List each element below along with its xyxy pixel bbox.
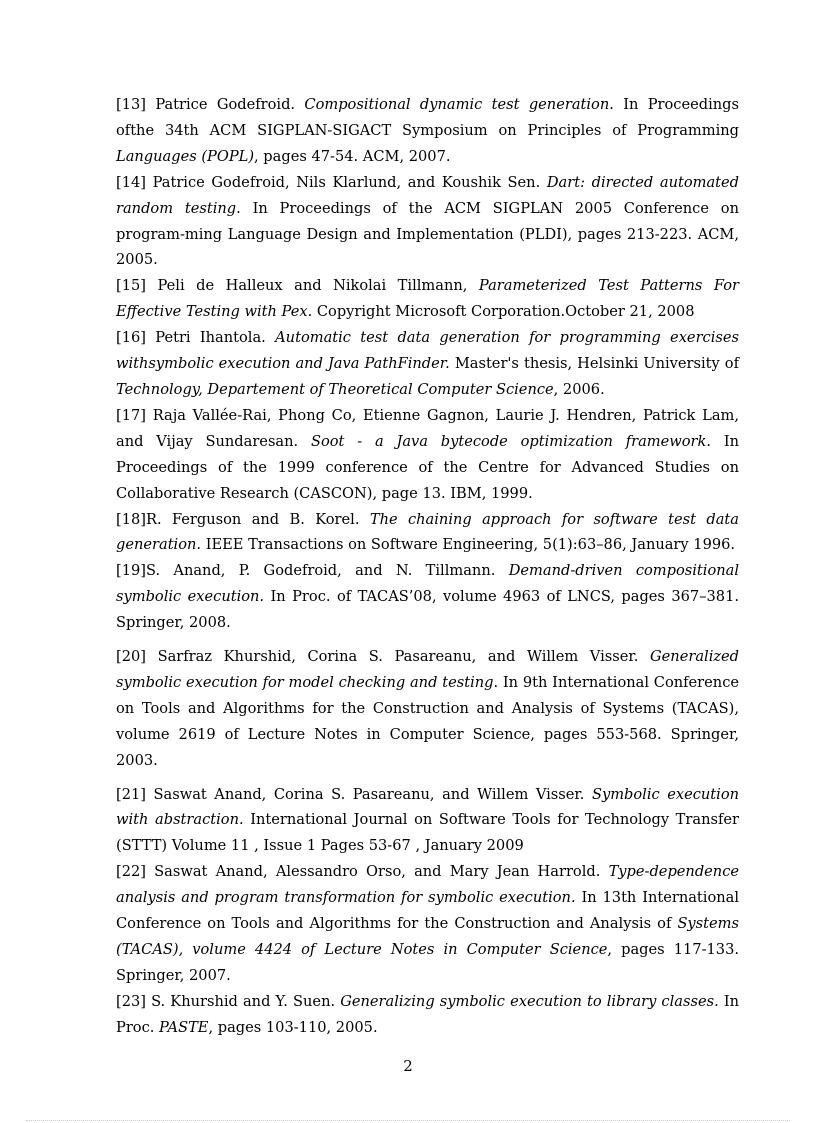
reference-title: Generalized symbolic execution for model checking and testing (116, 648, 740, 691)
reference-title: Symbolic execution with abstraction. (116, 785, 740, 829)
reference-title: Dart: directed automated random testing (116, 173, 740, 217)
reference-17: [17] Raja Vallée-Rai, Phong Co, Etienne Gagnon, Laurie J. Hendren, Patrick Lam, and Vijay Sundaresan. Soot - a Java bytecode optimization framework. In Proceedings of the 1999 conference of the Centre for Advanced Studies on Collaborative Research (CASCON), page 13. IBM, 1999. (116, 406, 739, 502)
reference-23: [23] S. Khurshid and Y. Suen. Generalizing symbolic execution to library classes. In Proc. PASTE, pages 103-110, 2005. (116, 992, 739, 1036)
reference-venue: Systems (TACAS), volume 4424 of Lecture Notes in Computer Science (116, 915, 739, 958)
reference-venue: PASTE (159, 1018, 209, 1036)
reference-title: Compositional dynamic test generation. (304, 96, 614, 113)
reference-19: [19]S. Anand, P. Godefroid, and N. Tillmann. Demand-driven compositional symbolic execution. In Proc. of TACAS’08, volume 4963 of LNCS, pages 367–381. Springer, 2008. (116, 562, 740, 632)
reference-13: [13] Patrice Godefroid. Compositional dynamic test generation. In Proceedings ofthe 34th ACM SIGPLAN-SIGACT Symposium on Principles of Programming Languages (POPL), pages 47-54. ACM, 2007. (116, 96, 739, 165)
reference-title: The chaining approach for software test data generation. (116, 510, 739, 554)
reference-20: [20] Sarfraz Khurshid, Corina S. Pasareanu, and Willem Visser. Generalized symbolic execution for model checking and testing. In 9th International Conference on Tools and Algorithms for the Construction and Analysis of Systems (TACAS), volume 2619 of Lecture Notes in Computer Science, pages 553-568. Springer, 2003. (116, 648, 740, 769)
reference-16: [16] Petri Ihantola. Automatic test data generation for programming exercises withsymbolic execution and Java PathFinder. Master's thesis, Helsinki University of Technology, Departement of Theoretical Computer Science, 2006. (116, 329, 739, 398)
reference-22: [22] Saswat Anand, Alessandro Orso, and Mary Jean Harrold. Type-dependence analysis and program transformation for symbolic execution. In 13th International Conference on Tools and Algorithms for the Construction and Analysis of Systems (TACAS), volume 4424 of Lecture Notes in Computer Science, pages 117-133. Springer, 2007. (116, 863, 740, 984)
page-number: 2 (403, 1057, 413, 1075)
reference-14: [14] Patrice Godefroid, Nils Klarlund, and Koushik Sen. Dart: directed automated random testing. In Proceedings of the ACM SIGPLAN 2005 Conference on program-ming Language Design and Implementation (PLDI), pages 213-223. ACM, 2005. (116, 173, 740, 269)
reference-18: [18]R. Ferguson and B. Korel. The chaining approach for software test data generation. IEEE Transactions on Software Engineering, 5(1):63–86, January 1996. (116, 510, 739, 554)
reference-title: Type-dependence analysis and program transformation for symbolic execution. (116, 863, 740, 907)
reference-venue: Technology, Departement of Theoretical Computer Science (116, 380, 554, 398)
reference-title: Soot - a Java bytecode optimization framework. (310, 432, 712, 450)
reference-venue: Languages (POPL) (116, 147, 255, 165)
reference-21: [21] Saswat Anand, Corina S. Pasareanu, and Willem Visser. Symbolic execution with abstraction. International Journal on Software Tools for Technology Transfer (STTT) Volume 11 , Issue 1 Pages 53-67 , January 2009 (116, 785, 740, 855)
reference-list (116, 92, 739, 1041)
reference-15: [15] Peli de Halleux and Nikolai Tillmann, Parameterized Test Patterns For Effective Testing with Pex. Copyright Microsoft Corporation.October 21, 2008 (116, 277, 740, 321)
reference-title: Automatic test data generation for programming exercises withsymbolic execution and Java PathFinder. (116, 329, 739, 373)
reference-title: Parameterized Test Patterns For Effective Testing with Pex. (116, 277, 740, 321)
reference-title: Generalizing symbolic execution to library classes. (340, 992, 719, 1010)
reference-title: Demand-driven compositional symbolic execution. (116, 562, 740, 606)
page-bottom-divider (26, 1120, 790, 1121)
